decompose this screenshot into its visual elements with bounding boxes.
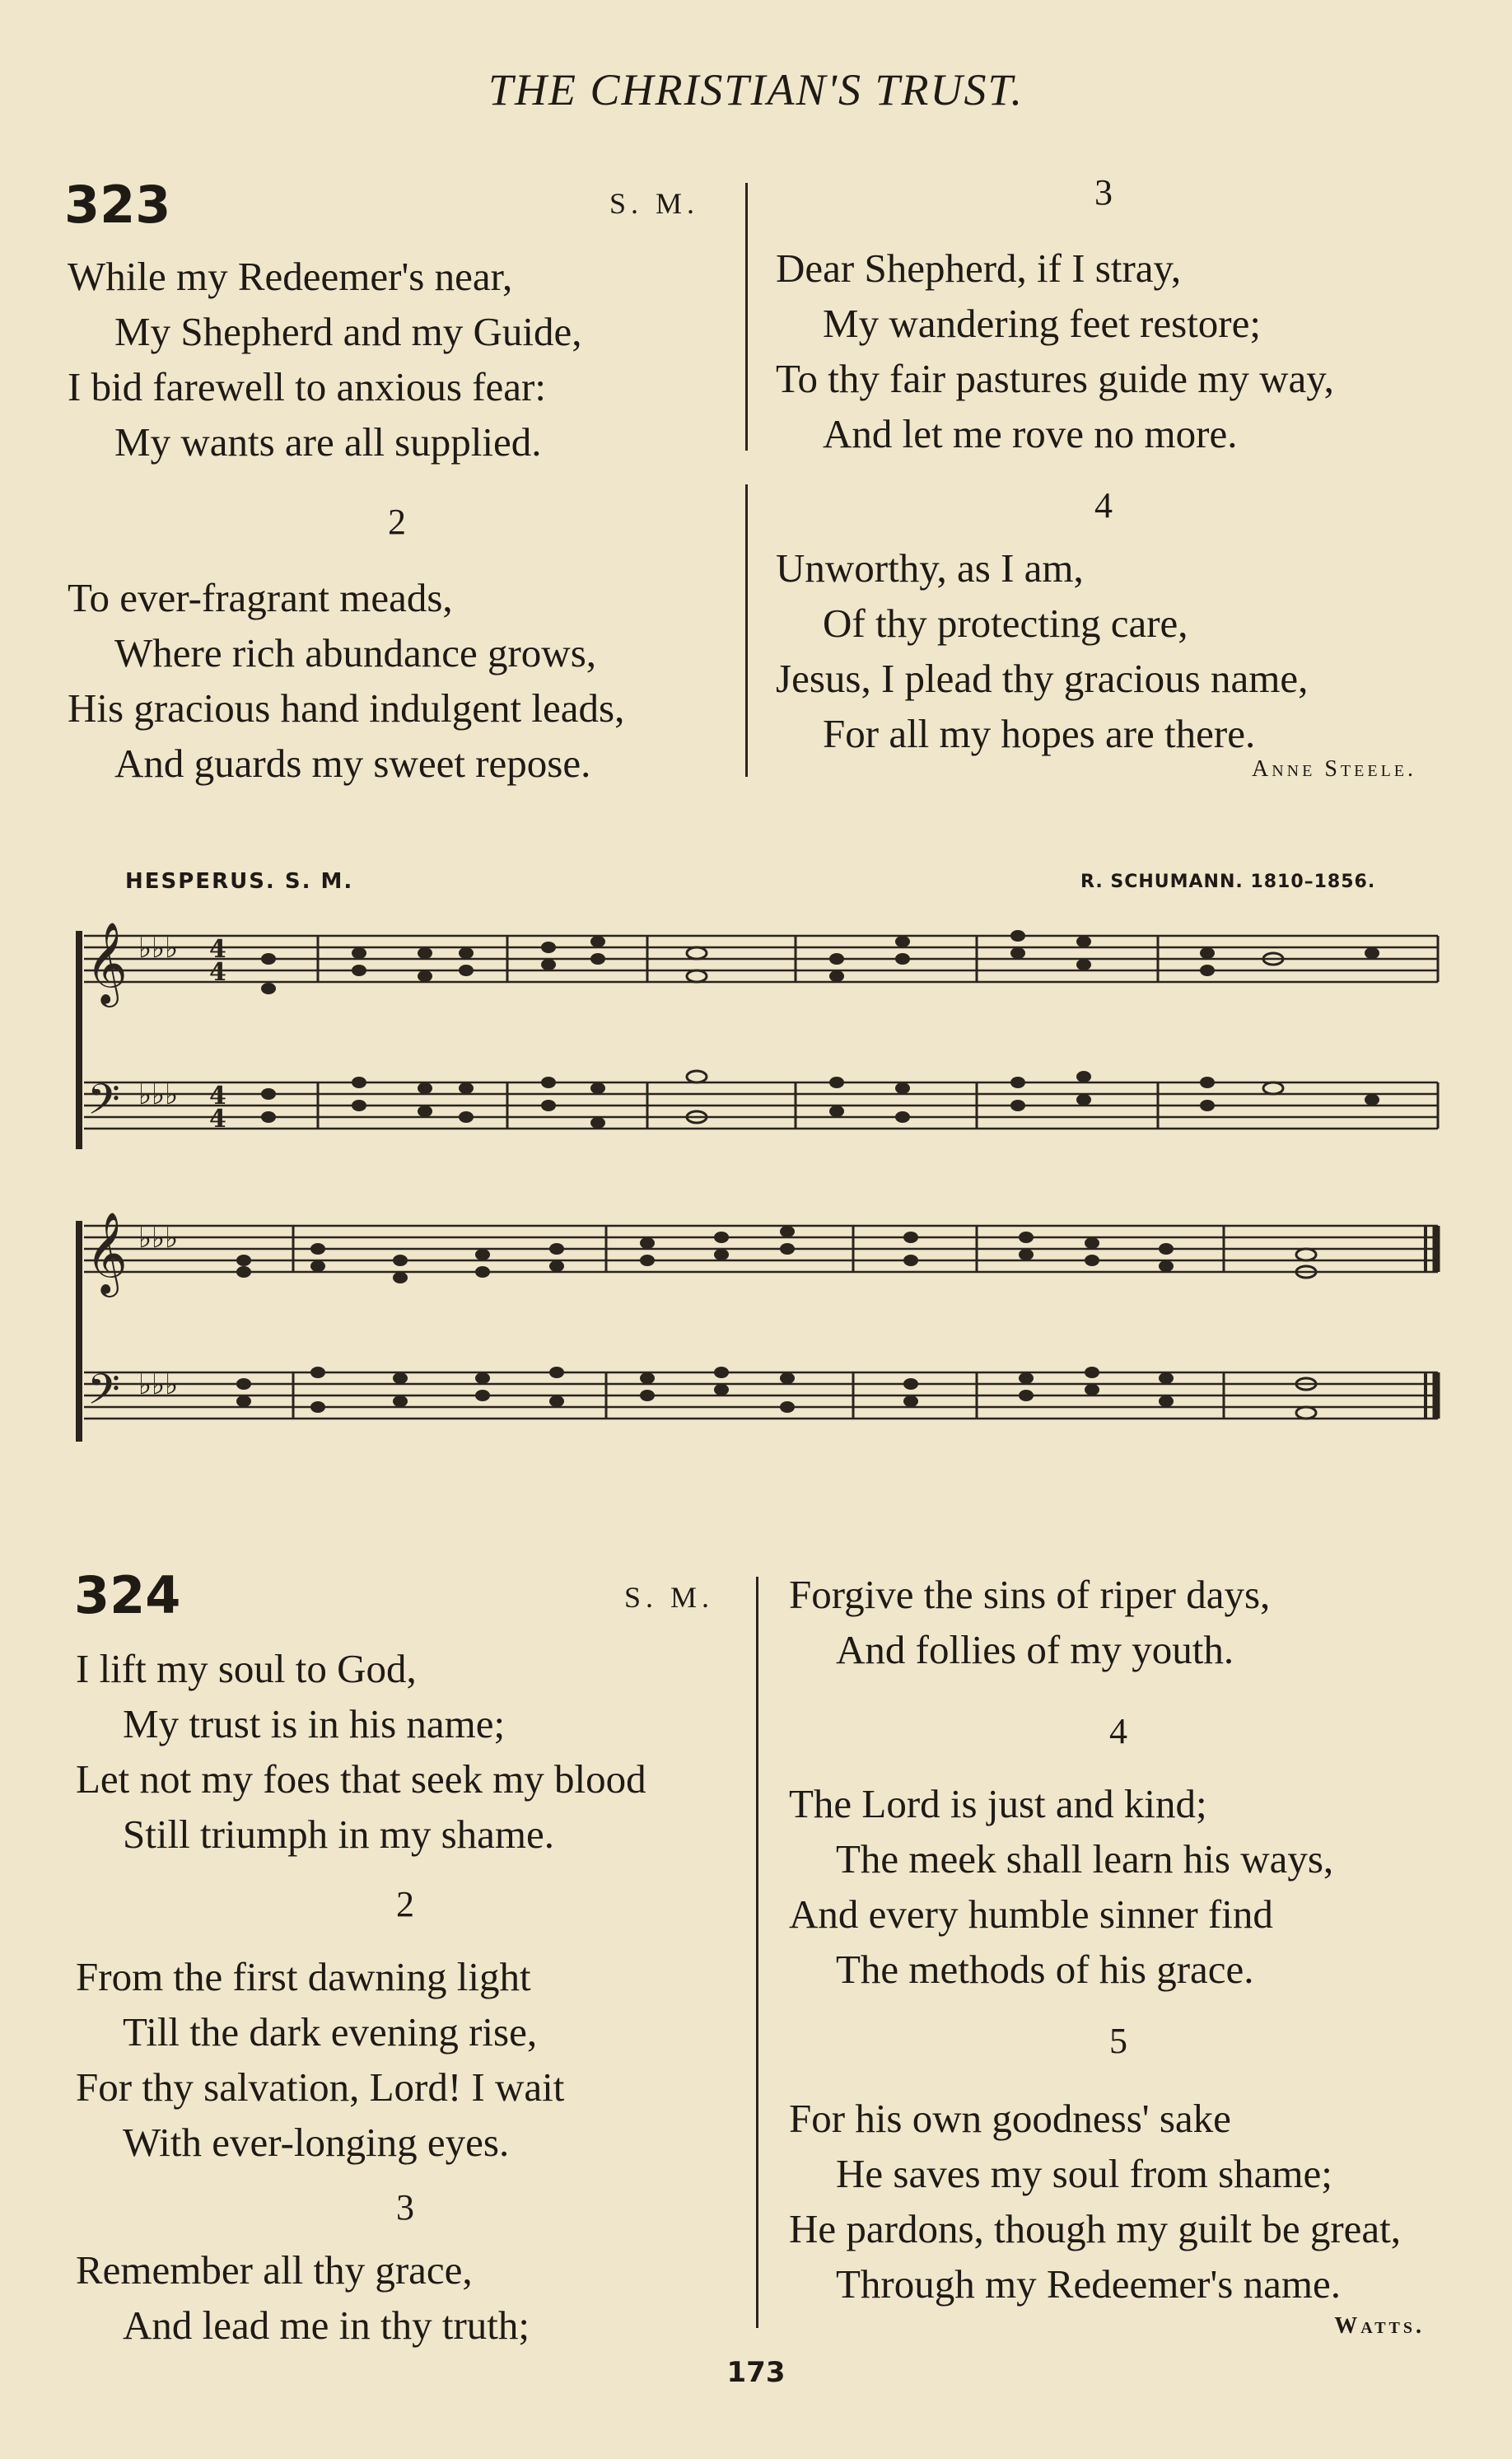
stanza-line: From the first dawning light: [76, 1954, 531, 1999]
stanza-line: Through my Redeemer's name.: [836, 2261, 1341, 2307]
stanza-line: He pardons, though my guilt be great,: [789, 2206, 1402, 2251]
flat-signs-icon: ♭♭♭: [138, 1078, 179, 1111]
hymn-323-stanza-2: [68, 570, 624, 791]
time-signature-icon: 4: [209, 1082, 226, 1110]
treble-staff: [84, 936, 1438, 982]
stanza-line: Let not my foes that seek my blood: [76, 1756, 646, 1802]
hymn-number-323: 323: [64, 175, 171, 235]
stanza-line: The methods of his grace.: [836, 1947, 1254, 1992]
column-divider: [745, 183, 748, 451]
tune-name: HESPERUS. S. M.: [125, 869, 354, 894]
treble-clef-icon: 𝄞: [86, 1212, 128, 1294]
stanza-line: Unworthy, as I am,: [776, 545, 1084, 591]
hymn-323-stanza-1: [68, 249, 582, 470]
stanza-line: The meek shall learn his ways,: [836, 1836, 1334, 1882]
stanza-line: And guards my sweet repose.: [114, 741, 591, 786]
flat-signs-icon: ♭♭♭: [138, 1222, 179, 1255]
stanza-line: Jesus, I plead thy gracious name,: [776, 656, 1309, 701]
music-system-1: [79, 922, 1438, 1149]
stanza-line: My wandering feet restore;: [823, 301, 1261, 346]
hymn-323-author: Anne Steele.: [1252, 756, 1416, 782]
stanza-line: Till the dark evening rise,: [123, 2009, 538, 2055]
stanza-line: With ever-longing eyes.: [123, 2120, 510, 2165]
stanza-line: I lift my soul to God,: [76, 1646, 417, 1691]
hymn-324-author: Watts.: [1334, 2313, 1425, 2339]
stanza-line: And lead me in thy truth;: [123, 2302, 530, 2348]
hymn-324-stanza-3-part-2: [789, 1567, 1270, 1677]
hymn-324-meter: S. M.: [624, 1581, 715, 1614]
stanza-line: And let me rove no more.: [823, 411, 1238, 456]
stanza-line: While my Redeemer's near,: [68, 254, 513, 299]
time-signature-icon: 4: [209, 958, 226, 987]
stanza-line: And every humble sinner find: [789, 1891, 1273, 1937]
stanza-line: Dear Shepherd, if I stray,: [776, 245, 1182, 291]
stanza-line: I bid farewell to anxious fear:: [68, 364, 546, 409]
stanza-line: For his own goodness' sake: [789, 2096, 1231, 2141]
stanza-line: Forgive the sins of riper days,: [789, 1572, 1271, 1617]
flat-signs-icon: ♭♭♭: [138, 932, 179, 965]
music-score: [71, 906, 1454, 1499]
stanza-line: For thy salvation, Lord! I wait: [76, 2064, 565, 2110]
bass-clef-icon: 𝄢: [87, 1364, 120, 1424]
hymn-323-stanza-4-number: 4: [1094, 485, 1113, 526]
bass-staff: [84, 1082, 1438, 1129]
stanza-line: The Lord is just and kind;: [789, 1781, 1207, 1826]
stanza-line: Where rich abundance grows,: [114, 630, 597, 676]
stanza-line: Still triumph in my shame.: [123, 1812, 555, 1857]
hymn-324-stanza-5-number: 5: [1109, 2021, 1127, 2061]
time-signature-icon: 4: [209, 1105, 226, 1134]
hymn-323-meter: S. M.: [609, 187, 700, 220]
hymn-324-stanza-4: [789, 1776, 1333, 1997]
time-signature-icon: 4: [209, 935, 226, 964]
stanza-line: He saves my soul from shame;: [836, 2151, 1332, 2196]
barlines: [293, 1226, 1436, 1419]
stanza-line: And follies of my youth.: [836, 1627, 1234, 1672]
flat-signs-icon: ♭♭♭: [138, 1368, 179, 1401]
hymn-324-stanza-5: [789, 2091, 1401, 2312]
notes-system-2: [236, 1226, 1316, 1419]
hymn-323-stanza-3: [776, 241, 1334, 461]
hymn-324-stanza-3-part-1: [76, 2242, 530, 2353]
stanza-line: My trust is in his name;: [123, 1701, 506, 1746]
running-head: THE CHRISTIAN'S TRUST.: [488, 65, 1024, 115]
column-divider: [745, 484, 748, 777]
hymn-324-stanza-2: [76, 1949, 564, 2170]
hymn-324-stanza-2-number: 2: [396, 1884, 414, 1924]
stanza-line: For all my hopes are there.: [823, 711, 1256, 756]
treble-clef-icon: 𝄞: [86, 922, 128, 1004]
bass-clef-icon: 𝄢: [87, 1074, 120, 1134]
stanza-line: Remember all thy grace,: [76, 2247, 473, 2293]
stanza-line: My Shepherd and my Guide,: [114, 309, 582, 354]
hymn-324-stanza-4-number: 4: [1109, 1711, 1127, 1751]
stanza-line: My wants are all supplied.: [114, 419, 542, 465]
stanza-line: To ever-fragrant meads,: [68, 575, 453, 620]
hymn-323-stanza-2-number: 2: [388, 502, 406, 542]
stanza-line: Of thy protecting care,: [823, 601, 1188, 646]
bass-staff: [84, 1372, 1438, 1419]
treble-staff: [84, 1226, 1438, 1272]
hymn-323-stanza-3-number: 3: [1094, 172, 1113, 213]
column-divider: [756, 1577, 758, 2328]
stanza-line: To thy fair pastures guide my way,: [776, 356, 1334, 401]
page-number: 173: [726, 2356, 786, 2389]
hymn-324-stanza-1: [76, 1641, 646, 1862]
tune-composer: R. SCHUMANN. 1810–1856.: [1080, 872, 1376, 892]
music-system-2: [79, 1212, 1438, 1442]
hymn-323-stanza-4: [776, 540, 1308, 761]
hymn-number-324: 324: [74, 1565, 181, 1625]
stanza-line: His gracious hand indulgent leads,: [68, 685, 625, 731]
hymn-324-stanza-3-number: 3: [396, 2187, 414, 2228]
